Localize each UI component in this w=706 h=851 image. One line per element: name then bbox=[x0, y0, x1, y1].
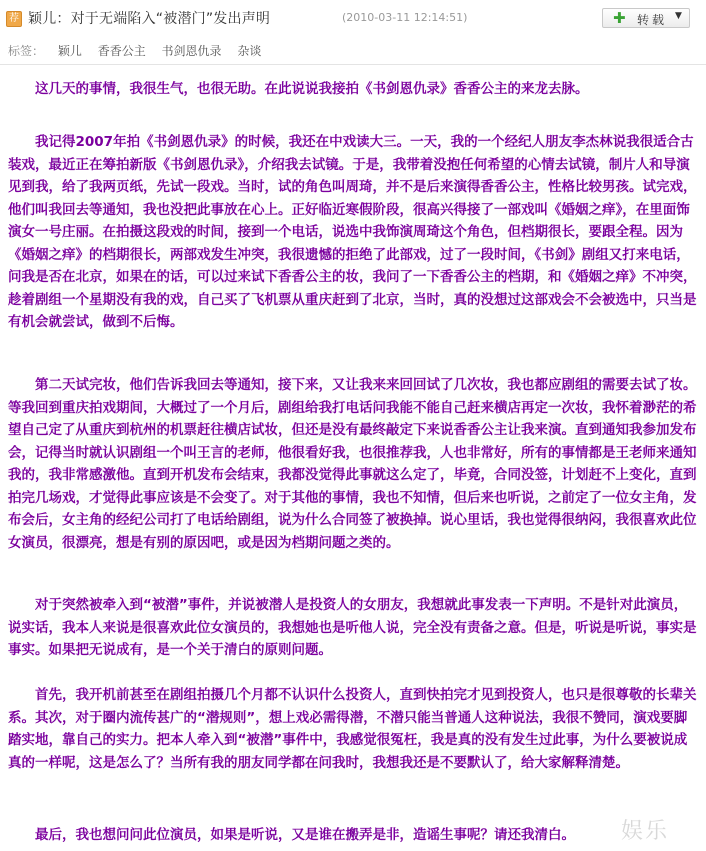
post-title: 颖儿：对于无端陷入“被潜门”发出声明 bbox=[28, 11, 271, 27]
article-paragraph: 我记得2007年拍《书剑恩仇录》的时候，我还在中戏读大三。一天，我的一个经纪人朋友李杰林说我很适合古装戏，最近正在筹拍新版《书剑恩仇录》，介绍我去试镜。于是，我带着没抱任何希望的心情去试镜，制片人和导演见到我，给了我两页纸，先试一段戏。当时，试的角色叫周琦，并不是后来演得香香公主，性格比较男孩。试完戏，他们叫我回去等通知，我也没把此事放在心上。正好临近寒假阶段，很高兴得接了一部戏叫《婚姻之痒》，在里面饰演女一号庄丽。在拍摄这段戏的时间，接到一个电话，说选中我饰演周琦这个角色，但档期很长，要跟全程。因为《婚姻之痒》的档期很长，两部戏发生冲突，我很遗憾的拒绝了此部戏，过了一段时间，《书剑》剧组又打来电话，问我是否在北京，如果在的话，可以过来试下香香公主的妆，我问了一下香香公主的档期，和《婚姻之痒》不冲突，趁着剧组一个星期没有我的戏，自己买了飞机票从重庆赶到了北京，当时，真的没想过这部戏会不会被选中，只当是有机会就尝试，做到不后悔。 bbox=[8, 134, 697, 330]
article-paragraph: 对于突然被牵入到“被潜”事件，并说被潜人是投资人的女朋友，我想就此事发表一下声明。不是针对此演员，说实话，我本人来说是很喜欢此位女演员的，我想她也是听他人说，完全没有责备之意。但是，听说是听说，事实是事实。如果把无说成有，是一个关于清白的原则问题。 bbox=[8, 597, 697, 658]
header-divider bbox=[0, 64, 706, 65]
site-watermark: 娱乐 bbox=[621, 819, 670, 844]
article-paragraph: 这几天的事情，我很生气，也很无助。在此说说我接拍《书剑恩仇录》香香公主的来龙去脉。 bbox=[35, 81, 589, 97]
post-header bbox=[0, 0, 706, 36]
tags-label: 标签： bbox=[8, 44, 45, 58]
recommended-badge: 荐 bbox=[6, 11, 22, 27]
tag-link[interactable]: 杂谈 bbox=[237, 44, 262, 58]
plus-icon: ✚ bbox=[613, 9, 626, 27]
article-paragraph: 首先，我开机前甚至在剧组拍摄几个月都不认识什么投资人，直到快拍完才见到投资人，也只是很尊敬的长辈关系。其次，对于圈内流传甚广的“潜规则”，想上戏必需得潜，不潜只能当普通人这种说法，我很不赞同，演戏要脚踏实地，靠自己的实力。把本人牵入到“被潜”事件中，我感觉很冤枉，我是真的没有发生过此事，为什么要被说成真的一样呢，这是怎么了？当所有我的朋友同学都在问我时，我想我还是不要默认了，给大家解释清楚。 bbox=[8, 687, 697, 771]
repost-label: 转载 bbox=[637, 13, 668, 27]
tag-link[interactable]: 香香公主 bbox=[97, 44, 146, 58]
tag-link[interactable]: 书剑恩仇录 bbox=[161, 44, 222, 58]
dropdown-arrow-icon[interactable]: ▼ bbox=[675, 11, 682, 21]
tag-bar bbox=[8, 42, 273, 59]
repost-button[interactable] bbox=[602, 8, 690, 28]
post-timestamp: (2010-03-11 12:14:51) bbox=[342, 11, 468, 24]
tag-link[interactable]: 颖儿 bbox=[57, 44, 82, 58]
article-paragraph: 第二天试完妆，他们告诉我回去等通知，接下来，又让我来来回回试了几次妆，我也都应剧组的需要去试了妆。等我回到重庆拍戏期间，大概过了一个月后，剧组给我打电话问我能不能自己赶来横店再定一次妆，我怀着渺茫的希望自己定了从重庆到杭州的机票赶往横店试妆，但还是没有最终敲定下来说香香公主让我来演。直到通知我参加发布会，记得当时就认识剧组一个叫王言的老师，他很看好我，也很推荐我，人也非常好，所有的事情都是王老师来通知我的，我非常感激他。直到开机发布会结束，我都没觉得此事就这么定了，毕竟，合同没签，计划赶不上变化，直到拍完几场戏，才觉得此事应该是不会变了。对于其他的事情，我也不知情，但后来也听说，之前定了一位女主角，发布会后，女主角的经纪公司打了电话给剧组，说为什么合同签了被换掉。说心里话，我也觉得很纳闷，我很喜欢此位女演员，很漂亮，想是有别的原因吧，或是因为档期问题之类的。 bbox=[8, 377, 697, 551]
article-paragraph: 最后，我也想问问此位演员，如果是听说，又是谁在搬弄是非，造谣生事呢？请还我清白。 bbox=[35, 827, 575, 843]
